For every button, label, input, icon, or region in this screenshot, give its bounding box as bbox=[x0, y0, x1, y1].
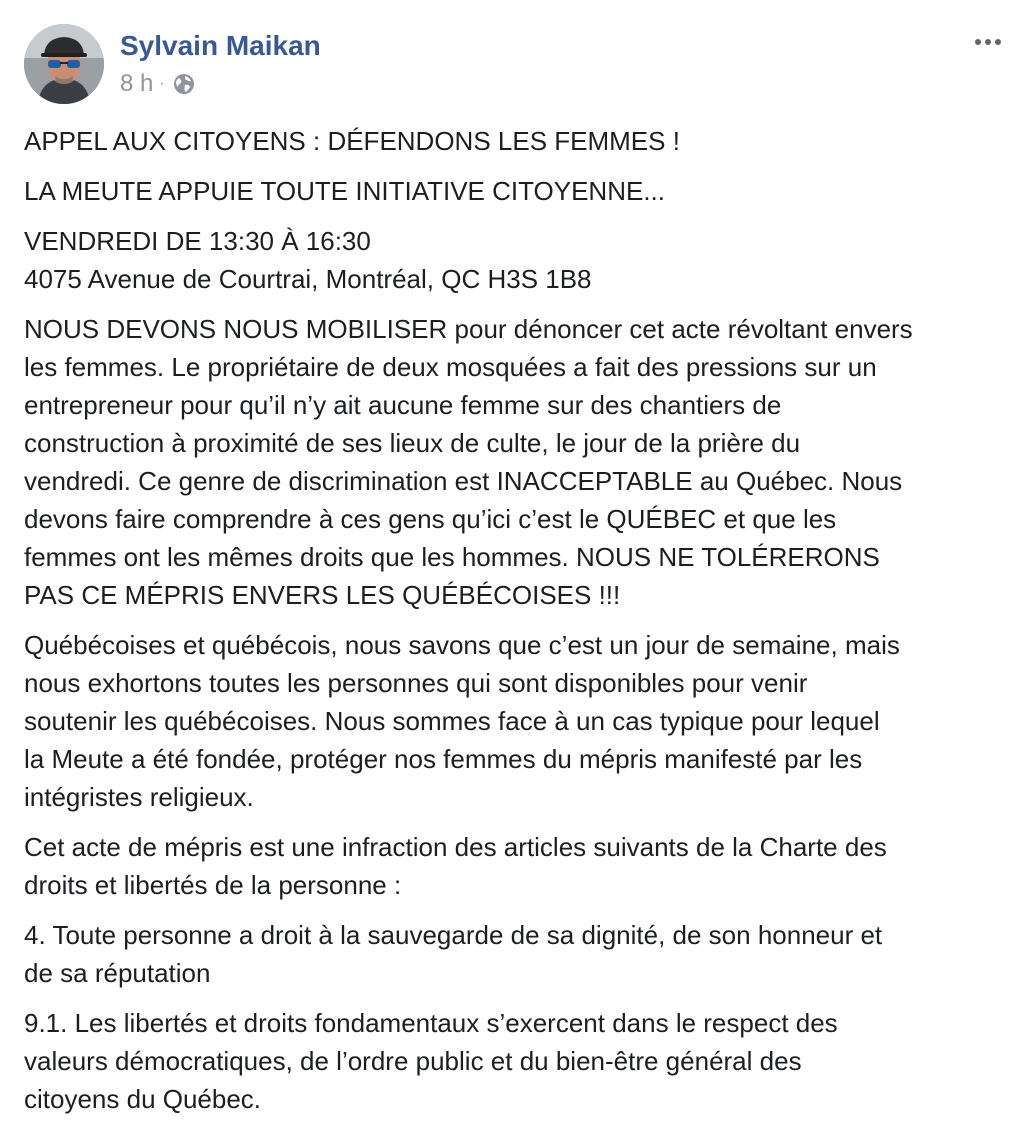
avatar[interactable] bbox=[24, 24, 104, 104]
post-timestamp[interactable]: 8 h bbox=[120, 70, 154, 97]
more-options-icon[interactable] bbox=[968, 28, 1008, 56]
post-header bbox=[24, 24, 1008, 104]
author-name[interactable]: Sylvain Maikan bbox=[120, 30, 321, 61]
post-paragraph: VENDREDI DE 13:30 À 16:30 4075 Avenue de Courtrai, Montréal, QC H3S 1B8 bbox=[24, 226, 592, 294]
post-meta bbox=[120, 68, 195, 100]
post-paragraph: LA MEUTE APPUIE TOUTE INITIATIVE CITOYENNE... bbox=[24, 176, 665, 206]
post-paragraph: APPEL AUX CITOYENS : DÉFENDONS LES FEMMES ! bbox=[24, 126, 680, 156]
post-body bbox=[24, 122, 1009, 1130]
globe-icon[interactable] bbox=[173, 73, 195, 95]
post-paragraph: 9.1. Les libertés et droits fondamentaux s’exercent dans le respect des valeurs démocratiques, de l’ordre public et du bien-être général des citoyens du Québec. bbox=[24, 1008, 838, 1114]
avatar-photo bbox=[24, 24, 104, 104]
meta-separator: · bbox=[159, 75, 165, 92]
post-paragraph: Cet acte de mépris est une infraction des articles suivants de la Charte des droits et libertés de la personne : bbox=[24, 832, 887, 900]
post-paragraph: Québécoises et québécois, nous savons que c’est un jour de semaine, mais nous exhortons toutes les personnes qui sont disponibles pour venir soutenir les québécoises. Nous sommes face à un cas typique pour lequel la Meute a été fondée, protéger nos femmes du mépris manifesté par les intégristes religieux. bbox=[24, 630, 900, 812]
post-paragraph: NOUS DEVONS NOUS MOBILISER pour dénoncer cet acte révoltant envers les femmes. Le propriétaire de deux mosquées a fait des pressions sur un entrepreneur pour qu’il n’y ait aucune femme sur des chantiers de construction à proximité de ses lieux de culte, le jour de la prière du vendredi. Ce genre de discrimination est INACCEPTABLE au Québec. Nous devons faire comprendre à ces gens qu’ici c’est le QUÉBEC et que les femmes ont les mêmes droits que les hommes. NOUS NE TOLÉRERONS PAS CE MÉPRIS ENVERS LES QUÉBÉCOISES !!! bbox=[24, 314, 913, 610]
post-paragraph: 4. Toute personne a droit à la sauvegarde de sa dignité, de son honneur et de sa réputation bbox=[24, 920, 883, 988]
